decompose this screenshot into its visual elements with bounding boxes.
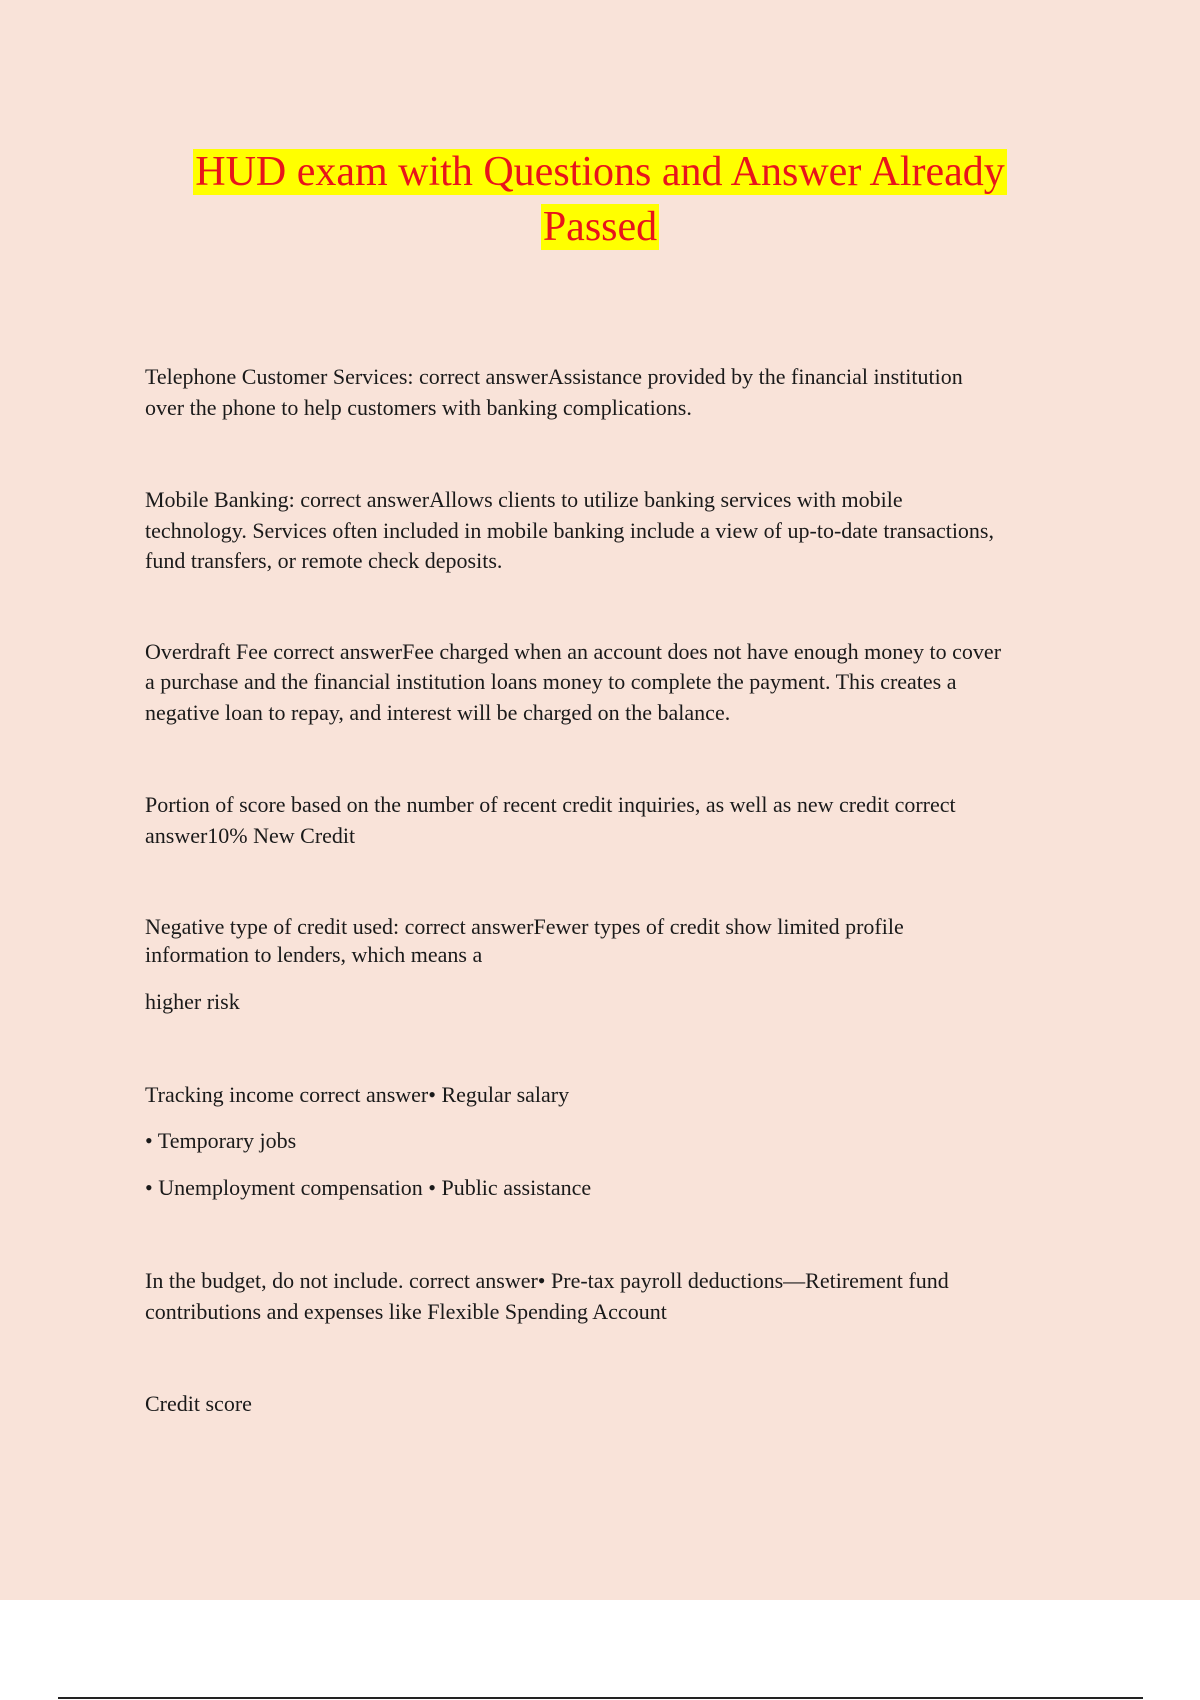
qa-entry-new-credit <box>145 790 1095 851</box>
entry-line: Negative type of credit used: correct answerFewer types of credit show limited profile <box>145 914 904 939</box>
qa-entry-budget-exclusions <box>145 1266 1095 1327</box>
qa-content <box>145 362 1095 1420</box>
qa-entry-telephone-customer-services <box>145 362 1095 423</box>
entry-line: Credit score <box>145 1391 252 1416</box>
entry-line: fund transfers, or remote check deposits. <box>145 548 503 573</box>
entry-line: Telephone Customer Services: correct answerAssistance provided by the financial institution <box>145 364 963 389</box>
entry-line: Portion of score based on the number of recent credit inquiries, as well as new credit correct <box>145 792 956 817</box>
qa-entry-overdraft-fee <box>145 637 1095 729</box>
entry-line: Tracking income correct answer• Regular salary <box>145 1081 570 1107</box>
qa-entry-credit-score <box>145 1389 1095 1420</box>
qa-entry-negative-type-of-credit <box>145 913 1095 1018</box>
entry-line: higher risk <box>145 989 240 1014</box>
entry-line: Mobile Banking: correct answerAllows clients to utilize banking services with mobile <box>145 487 903 512</box>
entry-line: a purchase and the financial institution loans money to complete the payment. This creates a <box>145 669 957 694</box>
qa-entry-mobile-banking <box>145 485 1095 577</box>
title-line-2: Passed <box>542 204 658 250</box>
page-title <box>0 145 1200 255</box>
entry-line: In the budget, do not include. correct answer• Pre-tax payroll deductions—Retirement fund <box>145 1268 949 1293</box>
footer-divider <box>58 1697 1143 1699</box>
title-line-1: HUD exam with Questions and Answer Already <box>195 149 1005 195</box>
entry-line: technology. Services often included in mobile banking include a view of up-to-date transactions, <box>145 517 994 543</box>
entry-line: • Unemployment compensation • Public assistance <box>145 1174 592 1200</box>
qa-entry-tracking-income <box>145 1080 1095 1204</box>
entry-line: answer10% New Credit <box>145 822 356 848</box>
entry-line: Overdraft Fee correct answerFee charged when an account does not have enough money to cover <box>145 638 1002 664</box>
entry-line: contributions and expenses like Flexible Spending Account <box>145 1298 667 1324</box>
entry-line: negative loan to repay, and interest will be charged on the balance. <box>145 699 731 725</box>
entry-line: information to lenders, which means a <box>145 942 483 967</box>
entry-line: • Temporary jobs <box>145 1128 297 1153</box>
entry-line: over the phone to help customers with banking complications. <box>145 394 692 420</box>
